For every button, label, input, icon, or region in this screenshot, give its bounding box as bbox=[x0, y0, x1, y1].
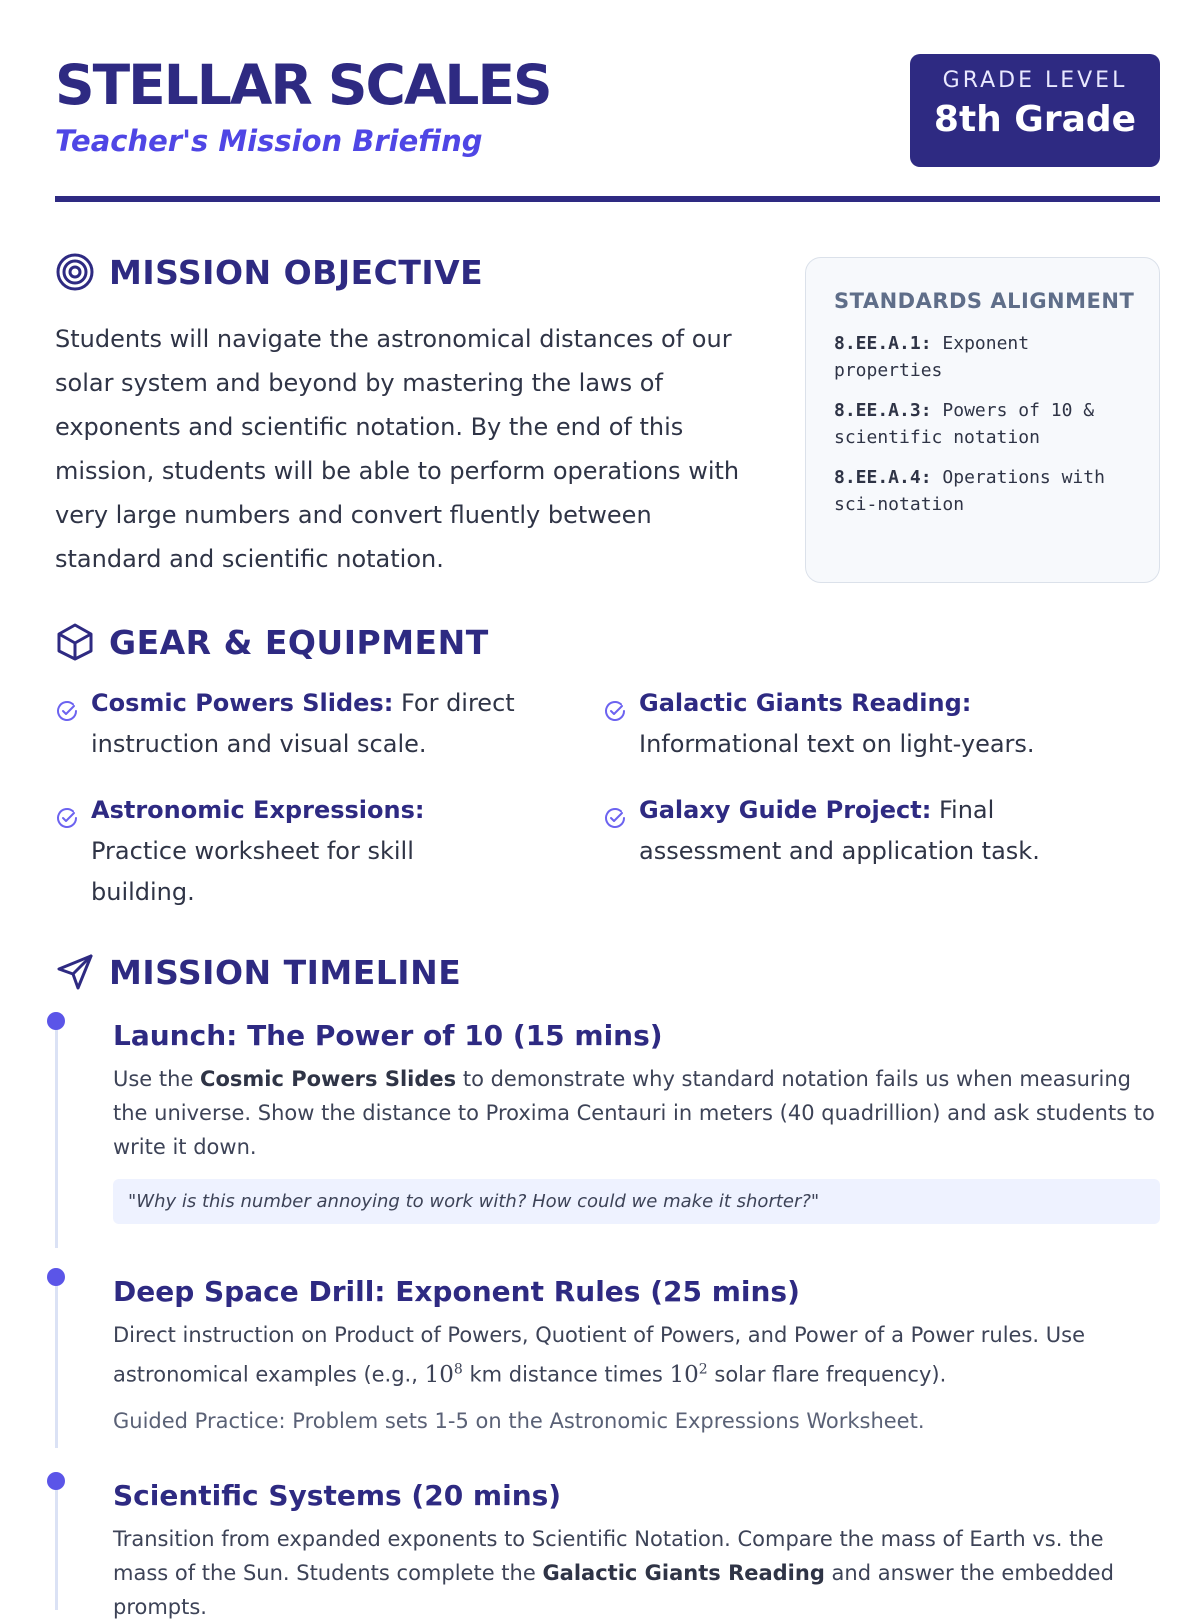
timeline-line bbox=[55, 1030, 58, 1248]
timeline-dot bbox=[47, 1268, 65, 1286]
timeline-item-desc: Use the Cosmic Powers Slides to demonstrate why standard notation fails us when measuring the universe. Show the distance to Proxima Centauri in meters (40 quadrillion) and ask students to write it down. bbox=[113, 1067, 1155, 1159]
objective-text: Students will navigate the astronomical distances of our solar system and beyond by mastering the laws of exponents and scientific notation. By the end of this mission, students will be able to perform operations with very large numbers and convert fluently between standard and scientific notation. bbox=[55, 325, 740, 573]
gear-item-desc: Practice worksheet for skill building. bbox=[91, 837, 414, 906]
cube-icon bbox=[55, 622, 95, 662]
timeline-dot bbox=[47, 1472, 65, 1490]
timeline-item-desc: Transition from expanded exponents to Scientific Notation. Compare the mass of Earth vs. the mass of the Sun. Students complete the Galactic Giants Reading and answer the embedded prompts. bbox=[113, 1527, 1114, 1619]
timeline-heading bbox=[55, 952, 461, 992]
standards-heading: STANDARDS ALIGNMENT bbox=[834, 289, 1135, 313]
discussion-prompt: "Why is this number annoying to work with? How could we make it shorter?" bbox=[113, 1179, 1160, 1224]
check-circle-icon bbox=[55, 802, 79, 826]
timeline-line bbox=[55, 1490, 58, 1610]
grade-level-value: 8th Grade bbox=[933, 99, 1137, 140]
timeline-item-desc: Direct instruction on Product of Powers, Quotient of Powers, and Power of a Power rules. Use astronomical examples (e.g., $10^8$ km distance times $10^2$ solar flare frequency). bbox=[113, 1323, 1085, 1388]
gear-item bbox=[603, 790, 1123, 872]
gear-heading bbox=[55, 622, 489, 662]
standard-desc: Operations with sci-notation bbox=[834, 467, 1105, 515]
gear-item-desc: For direct instruction and visual scale. bbox=[91, 689, 515, 758]
target-icon bbox=[55, 252, 95, 292]
timeline-item-title: Deep Space Drill: Exponent Rules (25 mins) bbox=[113, 1275, 800, 1308]
standard-code: 8.EE.A.3: bbox=[834, 400, 932, 421]
objective-heading-text: MISSION OBJECTIVE bbox=[109, 252, 484, 292]
header bbox=[55, 50, 1160, 202]
timeline-line bbox=[55, 1286, 58, 1448]
gear-item bbox=[603, 683, 1123, 765]
gear-item-desc: Informational text on light-years. bbox=[639, 730, 1035, 758]
gear-item-name: Galaxy Guide Project: bbox=[639, 796, 932, 824]
math-expression: $10^2$ bbox=[669, 1361, 708, 1388]
gear-list bbox=[55, 689, 1160, 906]
check-circle-icon bbox=[603, 695, 627, 719]
standard-item bbox=[834, 464, 1135, 518]
standard-item bbox=[834, 330, 1135, 384]
timeline-item-title: Scientific Systems (20 mins) bbox=[113, 1479, 562, 1512]
check-circle-icon bbox=[603, 802, 627, 826]
standards-alignment-card bbox=[805, 257, 1160, 583]
gear-item-name: Cosmic Powers Slides: bbox=[91, 689, 394, 717]
guided-practice-note: Guided Practice: Problem sets 1-5 on the Astronomic Expressions Worksheet. bbox=[113, 1408, 925, 1433]
check-circle-icon bbox=[55, 695, 79, 719]
standard-desc: Powers of 10 & scientific notation bbox=[834, 400, 1095, 448]
standard-code: 8.EE.A.1: bbox=[834, 333, 932, 354]
gear-item-desc: Final assessment and application task. bbox=[639, 796, 1040, 865]
objective-heading bbox=[55, 252, 483, 292]
gear-item bbox=[55, 683, 525, 765]
standard-item bbox=[834, 397, 1135, 451]
grade-level-badge bbox=[910, 54, 1160, 167]
gear-item-name: Astronomic Expressions: bbox=[91, 796, 425, 824]
gear-item bbox=[55, 790, 525, 913]
page-subtitle: Teacher's Mission Briefing bbox=[55, 124, 483, 158]
standard-desc: Exponent properties bbox=[834, 333, 1030, 381]
standard-code: 8.EE.A.4: bbox=[834, 467, 932, 488]
navigation-arrow-icon bbox=[55, 952, 95, 992]
gear-item-name: Galactic Giants Reading: bbox=[639, 689, 972, 717]
page-title: STELLAR SCALES bbox=[55, 53, 551, 117]
timeline-item-title: Launch: The Power of 10 (15 mins) bbox=[113, 1019, 663, 1052]
math-expression: $10^8$ bbox=[424, 1361, 463, 1388]
timeline-dot bbox=[47, 1012, 65, 1030]
gear-heading-text: GEAR & EQUIPMENT bbox=[109, 622, 489, 662]
grade-level-label: GRADE LEVEL bbox=[942, 68, 1128, 93]
timeline-heading-text: MISSION TIMELINE bbox=[109, 952, 462, 992]
